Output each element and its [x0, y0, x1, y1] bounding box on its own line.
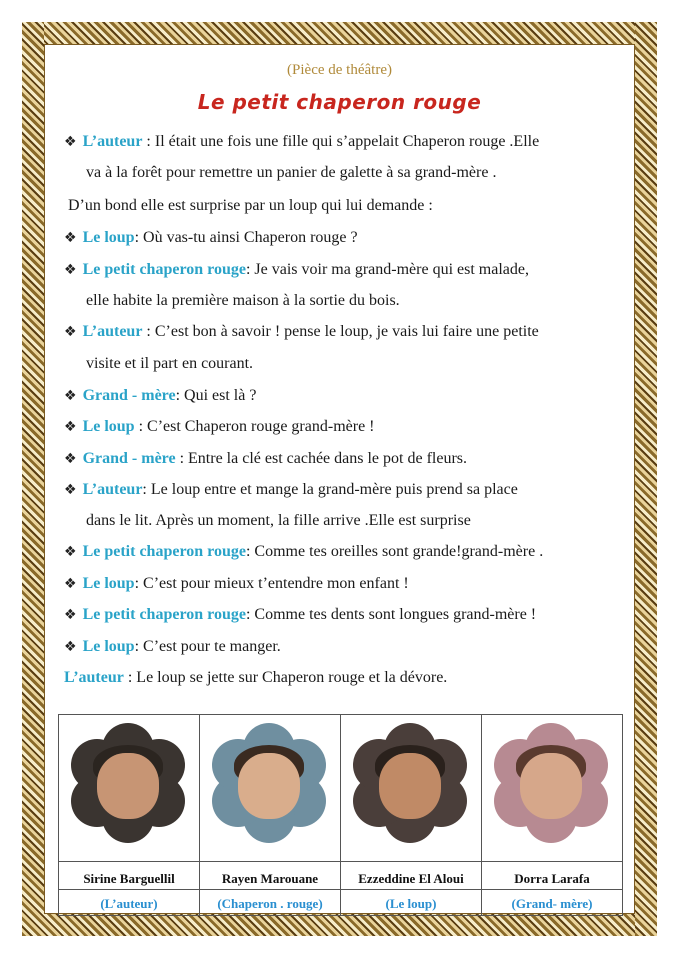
cast-role: (L’auteur) — [100, 896, 158, 911]
dialogue-line — [86, 291, 400, 311]
speaker-name: L’auteur — [64, 669, 124, 686]
dialogue-text-segment: : Entre la clé est cachée dans le pot de fleurs. — [175, 450, 467, 467]
page-subtitle: (Pièce de théâtre) — [287, 62, 392, 78]
dialogue-text-segment: : Où vas-tu ainsi Chaperon rouge ? — [134, 229, 358, 246]
dialogue-text-segment: : C’est bon à savoir ! pense le loup, je vais lui faire une petite — [142, 323, 539, 340]
decorative-border-top — [22, 22, 657, 44]
dialogue-line — [64, 542, 543, 562]
speaker-name: Le petit chaperon rouge — [82, 543, 246, 560]
cast-name: Dorra Larafa — [514, 871, 590, 886]
bullet-icon: ❖ — [64, 324, 77, 340]
dialogue-line — [64, 668, 447, 688]
dialogue-line — [64, 322, 539, 342]
bullet-icon: ❖ — [64, 419, 77, 435]
dialogue-text-segment: visite et il part en courant. — [86, 355, 254, 372]
dialogue-text-segment: : Le loup se jette sur Chaperon rouge et la dévore. — [123, 669, 448, 686]
cast-role: (Le loup) — [385, 896, 437, 911]
cast-photo — [353, 723, 467, 843]
speaker-name: L’auteur — [82, 133, 143, 150]
speaker-name: Le loup — [82, 638, 135, 655]
dialogue-text-segment: : Je vais voir ma grand-mère qui est malade, — [245, 261, 529, 278]
decorative-border-bottom — [22, 914, 657, 936]
speaker-name: L’auteur — [82, 323, 143, 340]
dialogue-line — [64, 132, 539, 152]
dialogue-line — [86, 163, 496, 183]
cast-cell — [341, 715, 482, 915]
speaker-name: Le loup — [82, 418, 135, 435]
cast-cell — [59, 715, 200, 915]
dialogue-line — [64, 637, 281, 657]
cast-photo — [494, 723, 608, 843]
cast-table — [58, 714, 623, 916]
bullet-icon: ❖ — [64, 230, 77, 246]
bullet-icon: ❖ — [64, 576, 77, 592]
decorative-border-right — [635, 22, 657, 936]
cast-photo — [71, 723, 185, 843]
bullet-icon: ❖ — [64, 639, 77, 655]
cast-name: Rayen Marouane — [221, 871, 319, 886]
speaker-name: Grand - mère — [82, 450, 176, 467]
bullet-icon: ❖ — [64, 388, 77, 404]
dialogue-text-segment: D’un bond elle est surprise par un loup qui lui demande : — [68, 197, 433, 214]
dialogue-text-segment: : C’est pour te manger. — [134, 638, 281, 655]
cast-photo — [212, 723, 326, 843]
dialogue-text-segment: : Le loup entre et mange la grand-mère puis prend sa place — [142, 481, 518, 498]
dialogue-line — [64, 480, 518, 500]
dialogue-line — [64, 574, 409, 594]
dialogue-text-segment: : C’est pour mieux t’entendre mon enfant ! — [134, 575, 409, 592]
dialogue-text-segment: dans le lit. Après un moment, la fille arrive .Elle est surprise — [86, 512, 471, 529]
dialogue-line — [64, 417, 375, 437]
speaker-name: Le petit chaperon rouge — [82, 606, 246, 623]
cast-name: Ezzeddine El Aloui — [358, 871, 464, 886]
bullet-icon: ❖ — [64, 607, 77, 623]
dialogue-line — [64, 449, 467, 469]
dialogue-text-segment: : C’est Chaperon rouge grand-mère ! — [134, 418, 375, 435]
dialogue-text-segment: va à la forêt pour remettre un panier de galette à sa grand-mère . — [86, 164, 497, 181]
dialogue-text-segment: : Qui est là ? — [175, 387, 257, 404]
bullet-icon: ❖ — [64, 134, 77, 150]
bullet-icon: ❖ — [64, 262, 77, 278]
cast-name: Sirine Barguellil — [83, 871, 175, 886]
decorative-border-left — [22, 22, 44, 936]
cast-cell — [482, 715, 622, 915]
dialogue-line — [64, 228, 358, 248]
speaker-name: Le petit chaperon rouge — [82, 261, 246, 278]
page-title: Le petit chaperon rouge — [197, 90, 482, 114]
dialogue-line — [64, 605, 536, 625]
speaker-name: Le loup — [82, 575, 135, 592]
speaker-name: Le loup — [82, 229, 135, 246]
dialogue-line — [86, 354, 253, 374]
dialogue-text-segment: : Il était une fois une fille qui s’appelait Chaperon rouge .Elle — [142, 133, 540, 150]
dialogue-line — [86, 511, 471, 531]
cast-role: (Chaperon . rouge) — [217, 896, 323, 911]
cast-role: (Grand- mère) — [511, 896, 593, 911]
cast-cell — [200, 715, 341, 915]
bullet-icon: ❖ — [64, 451, 77, 467]
bullet-icon: ❖ — [64, 482, 77, 498]
speaker-name: L’auteur — [82, 481, 143, 498]
dialogue-line — [64, 260, 529, 280]
speaker-name: Grand - mère — [82, 387, 176, 404]
dialogue-line — [64, 386, 256, 406]
dialogue-text-segment: : Comme tes dents sont longues grand-mère ! — [245, 606, 537, 623]
dialogue-line — [68, 196, 433, 216]
dialogue-text-segment: elle habite la première maison à la sortie du bois. — [86, 292, 400, 309]
dialogue-text-segment: : Comme tes oreilles sont grande!grand-mère . — [245, 543, 544, 560]
bullet-icon: ❖ — [64, 544, 77, 560]
